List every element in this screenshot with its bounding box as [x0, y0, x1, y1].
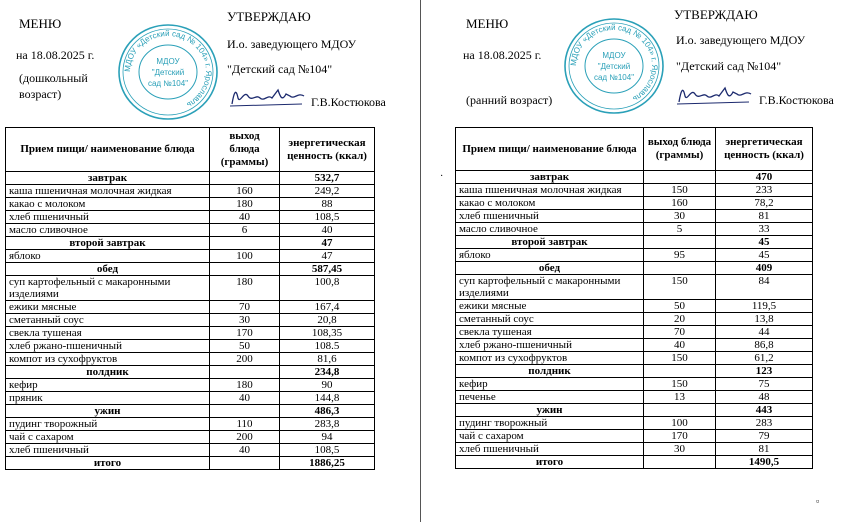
table-row	[456, 275, 813, 300]
signature	[675, 82, 755, 108]
portion-grams: 100	[644, 417, 716, 430]
portion-grams: 150	[644, 378, 716, 391]
energy-kcal: 233	[716, 184, 813, 197]
table-row	[456, 391, 813, 404]
meal-section-row	[6, 237, 375, 250]
table-row	[456, 210, 813, 223]
table-row	[6, 379, 375, 392]
energy-kcal: 33	[716, 223, 813, 236]
energy-kcal: 81,6	[280, 353, 375, 366]
energy-kcal: 13,8	[716, 313, 813, 326]
svg-text:сад №104": сад №104"	[593, 73, 635, 82]
meal-name: полдник	[6, 366, 210, 379]
meal-name: завтрак	[456, 171, 644, 184]
approver-position: И.о. заведующего МДОУ	[227, 37, 357, 51]
portion-grams: 50	[644, 300, 716, 313]
menu-title: МЕНЮ	[19, 16, 62, 31]
table-row	[456, 443, 813, 456]
energy-kcal: 47	[280, 250, 375, 263]
dish-name: ежики мясные	[6, 301, 210, 314]
header-portion: выход блюда (граммы)	[644, 128, 716, 171]
portion-grams: 40	[644, 339, 716, 352]
menu-table	[455, 127, 813, 469]
meal-section-row	[6, 405, 375, 418]
table-row	[6, 418, 375, 431]
portion-grams: 100	[210, 250, 280, 263]
portion-grams: 5	[644, 223, 716, 236]
energy-kcal: 532,7	[280, 172, 375, 185]
energy-kcal: 84	[716, 275, 813, 300]
table-row	[6, 327, 375, 340]
table-row	[6, 301, 375, 314]
dish-name: хлеб пшеничный	[456, 443, 644, 456]
meal-section-row	[456, 171, 813, 184]
age-group-line1: (ранний возраст)	[466, 93, 553, 107]
total-row	[6, 457, 375, 470]
dish-name: суп картофельный с макаронными изделиями	[456, 275, 644, 300]
portion-grams	[644, 404, 716, 417]
portion-grams	[644, 171, 716, 184]
table-header-row	[6, 128, 375, 172]
header-energy: энергетическая ценность (ккал)	[716, 128, 813, 171]
table-row	[6, 392, 375, 405]
dish-name: пудинг творожный	[6, 418, 210, 431]
portion-grams: 180	[210, 379, 280, 392]
table-row	[6, 340, 375, 353]
energy-kcal: 48	[716, 391, 813, 404]
menu-title: МЕНЮ	[466, 16, 509, 31]
portion-grams: 110	[210, 418, 280, 431]
energy-kcal: 123	[716, 365, 813, 378]
meal-section-row	[456, 236, 813, 249]
dish-name: каша пшеничная молочная жидкая	[6, 185, 210, 198]
energy-kcal: 88	[280, 198, 375, 211]
svg-text:"Детский: "Детский	[597, 62, 631, 71]
dish-name: хлеб пшеничный	[456, 210, 644, 223]
meal-name: второй завтрак	[6, 237, 210, 250]
dish-name: пудинг творожный	[456, 417, 644, 430]
dish-name: яблоко	[456, 249, 644, 262]
energy-kcal: 40	[280, 224, 375, 237]
portion-grams: 30	[210, 314, 280, 327]
table-row	[6, 314, 375, 327]
energy-kcal: 108,5	[280, 211, 375, 224]
dish-name: ежики мясные	[456, 300, 644, 313]
table-row	[456, 430, 813, 443]
portion-grams: 20	[644, 313, 716, 326]
table-row	[456, 197, 813, 210]
portion-grams: 150	[644, 352, 716, 365]
dish-name: компот из сухофруктов	[6, 353, 210, 366]
energy-kcal: 144,8	[280, 392, 375, 405]
energy-kcal: 249,2	[280, 185, 375, 198]
energy-kcal: 108,35	[280, 327, 375, 340]
table-row	[456, 223, 813, 236]
energy-kcal: 20,8	[280, 314, 375, 327]
portion-grams	[210, 263, 280, 276]
approve-label: УТВЕРЖДАЮ	[227, 9, 311, 24]
dish-name: чай с сахаром	[456, 430, 644, 443]
meal-name: обед	[456, 262, 644, 275]
dish-name: чай с сахаром	[6, 431, 210, 444]
portion-grams: 170	[210, 327, 280, 340]
portion-grams	[644, 262, 716, 275]
energy-kcal: 81	[716, 443, 813, 456]
header-dish: Прием пищи/ наименование блюда	[456, 128, 644, 171]
dish-name: хлеб ржано-пшеничный	[6, 340, 210, 353]
energy-kcal: 486,3	[280, 405, 375, 418]
portion-grams: 150	[644, 184, 716, 197]
table-row	[6, 185, 375, 198]
energy-kcal: 81	[716, 210, 813, 223]
portion-grams: 70	[644, 326, 716, 339]
header-portion: выход блюда (граммы)	[210, 128, 280, 172]
portion-grams	[644, 365, 716, 378]
table-row	[456, 184, 813, 197]
portion-grams	[210, 237, 280, 250]
portion-grams: 160	[210, 185, 280, 198]
meal-name: завтрак	[6, 172, 210, 185]
svg-text:МДОУ: МДОУ	[156, 57, 180, 66]
table-row	[6, 211, 375, 224]
dish-name: яблоко	[6, 250, 210, 263]
energy-kcal: 78,2	[716, 197, 813, 210]
svg-text:МДОУ «Детский сад № 104» г. Яр: МДОУ «Детский сад № 104» г. Ярославль	[122, 28, 214, 110]
table-header-row	[456, 128, 813, 171]
meal-name: ужин	[456, 404, 644, 417]
portion-grams: 180	[210, 276, 280, 301]
portion-grams: 150	[644, 275, 716, 300]
portion-grams: 200	[210, 431, 280, 444]
dish-name: масло сливочное	[456, 223, 644, 236]
portion-grams: 13	[644, 391, 716, 404]
meal-section-row	[6, 172, 375, 185]
svg-text:МДОУ: МДОУ	[602, 51, 626, 60]
meal-section-row	[456, 262, 813, 275]
dish-name: суп картофельный с макаронными изделиями	[6, 276, 210, 301]
table-row	[6, 444, 375, 457]
seal-stamp	[562, 16, 666, 116]
table-row	[456, 326, 813, 339]
energy-kcal: 100,8	[280, 276, 375, 301]
energy-kcal: 234,8	[280, 366, 375, 379]
meal-section-row	[6, 263, 375, 276]
energy-kcal: 119,5	[716, 300, 813, 313]
total-label: итого	[6, 457, 210, 470]
dish-name: компот из сухофруктов	[456, 352, 644, 365]
table-row	[456, 300, 813, 313]
energy-kcal: 47	[280, 237, 375, 250]
stray-mark: ▫	[816, 496, 820, 506]
energy-kcal: 79	[716, 430, 813, 443]
age-group-line1: (дошкольный	[19, 71, 88, 85]
signer-name: Г.В.Костюкова	[311, 95, 386, 109]
menu-preschool	[0, 0, 410, 522]
dish-name: хлеб пшеничный	[6, 444, 210, 457]
energy-kcal: 409	[716, 262, 813, 275]
header-energy: энергетическая ценность (ккал)	[280, 128, 375, 172]
portion-grams: 50	[210, 340, 280, 353]
signer-name: Г.В.Костюкова	[759, 93, 834, 107]
table-row	[456, 313, 813, 326]
page-divider	[420, 0, 421, 522]
portion-grams	[644, 236, 716, 249]
age-group-line2: возраст)	[19, 87, 62, 101]
meal-name: второй завтрак	[456, 236, 644, 249]
portion-grams: 170	[644, 430, 716, 443]
portion-grams: 95	[644, 249, 716, 262]
energy-kcal: 167,4	[280, 301, 375, 314]
header-dish: Прием пищи/ наименование блюда	[6, 128, 210, 172]
portion-grams: 40	[210, 211, 280, 224]
menu-early-age	[430, 0, 841, 522]
table-row	[6, 431, 375, 444]
energy-kcal: 1886,25	[280, 457, 375, 470]
energy-kcal: 587,45	[280, 263, 375, 276]
seal-stamp	[116, 22, 220, 122]
table-row	[6, 198, 375, 211]
portion-grams: 40	[210, 444, 280, 457]
menu-date: на 18.08.2025 г.	[463, 48, 542, 62]
portion-grams: 70	[210, 301, 280, 314]
dish-name: свекла тушеная	[6, 327, 210, 340]
dish-name: кефир	[6, 379, 210, 392]
portion-grams	[210, 405, 280, 418]
portion-grams	[644, 456, 716, 469]
meal-section-row	[456, 365, 813, 378]
dish-name: какао с молоком	[456, 197, 644, 210]
approver-position: И.о. заведующего МДОУ	[676, 33, 806, 47]
dish-name: сметанный соус	[6, 314, 210, 327]
total-row	[456, 456, 813, 469]
total-label: итого	[456, 456, 644, 469]
portion-grams: 180	[210, 198, 280, 211]
stray-mark: ·	[440, 171, 444, 182]
organization-name: "Детский сад №104"	[227, 62, 333, 76]
organization-name: "Детский сад №104"	[676, 59, 782, 73]
dish-name: какао с молоком	[6, 198, 210, 211]
dish-name: печенье	[456, 391, 644, 404]
meal-name: полдник	[456, 365, 644, 378]
energy-kcal: 90	[280, 379, 375, 392]
dish-name: кефир	[456, 378, 644, 391]
dish-name: пряник	[6, 392, 210, 405]
dish-name: сметанный соус	[456, 313, 644, 326]
portion-grams: 30	[644, 443, 716, 456]
dish-name: свекла тушеная	[456, 326, 644, 339]
table-row	[456, 339, 813, 352]
menu-date: на 18.08.2025 г.	[16, 48, 95, 62]
table-row	[456, 378, 813, 391]
portion-grams	[210, 366, 280, 379]
portion-grams: 30	[644, 210, 716, 223]
dish-name: масло сливочное	[6, 224, 210, 237]
energy-kcal: 75	[716, 378, 813, 391]
table-row	[6, 353, 375, 366]
table-row	[456, 352, 813, 365]
dish-name: хлеб ржано-пшеничный	[456, 339, 644, 352]
signature	[228, 84, 308, 110]
portion-grams	[210, 172, 280, 185]
energy-kcal: 108,5	[280, 444, 375, 457]
portion-grams: 40	[210, 392, 280, 405]
table-row	[6, 224, 375, 237]
svg-text:сад №104": сад №104"	[147, 79, 189, 88]
energy-kcal: 283	[716, 417, 813, 430]
dish-name: хлеб пшеничный	[6, 211, 210, 224]
energy-kcal: 470	[716, 171, 813, 184]
approve-label: УТВЕРЖДАЮ	[674, 7, 758, 22]
energy-kcal: 283,8	[280, 418, 375, 431]
dish-name: каша пшеничная молочная жидкая	[456, 184, 644, 197]
energy-kcal: 443	[716, 404, 813, 417]
menu-table	[5, 127, 375, 470]
meal-name: обед	[6, 263, 210, 276]
meal-name: ужин	[6, 405, 210, 418]
svg-text:МДОУ «Детский сад № 104» г. Яр: МДОУ «Детский сад № 104» г. Ярославль	[568, 22, 660, 104]
portion-grams: 200	[210, 353, 280, 366]
meal-section-row	[6, 366, 375, 379]
table-row	[6, 250, 375, 263]
svg-text:"Детский: "Детский	[151, 68, 185, 77]
meal-section-row	[456, 404, 813, 417]
portion-grams	[210, 457, 280, 470]
table-row	[456, 249, 813, 262]
energy-kcal: 86,8	[716, 339, 813, 352]
energy-kcal: 45	[716, 249, 813, 262]
energy-kcal: 108.5	[280, 340, 375, 353]
energy-kcal: 45	[716, 236, 813, 249]
table-row	[6, 276, 375, 301]
energy-kcal: 1490,5	[716, 456, 813, 469]
portion-grams: 160	[644, 197, 716, 210]
energy-kcal: 94	[280, 431, 375, 444]
portion-grams: 6	[210, 224, 280, 237]
table-row	[456, 417, 813, 430]
energy-kcal: 61,2	[716, 352, 813, 365]
energy-kcal: 44	[716, 326, 813, 339]
